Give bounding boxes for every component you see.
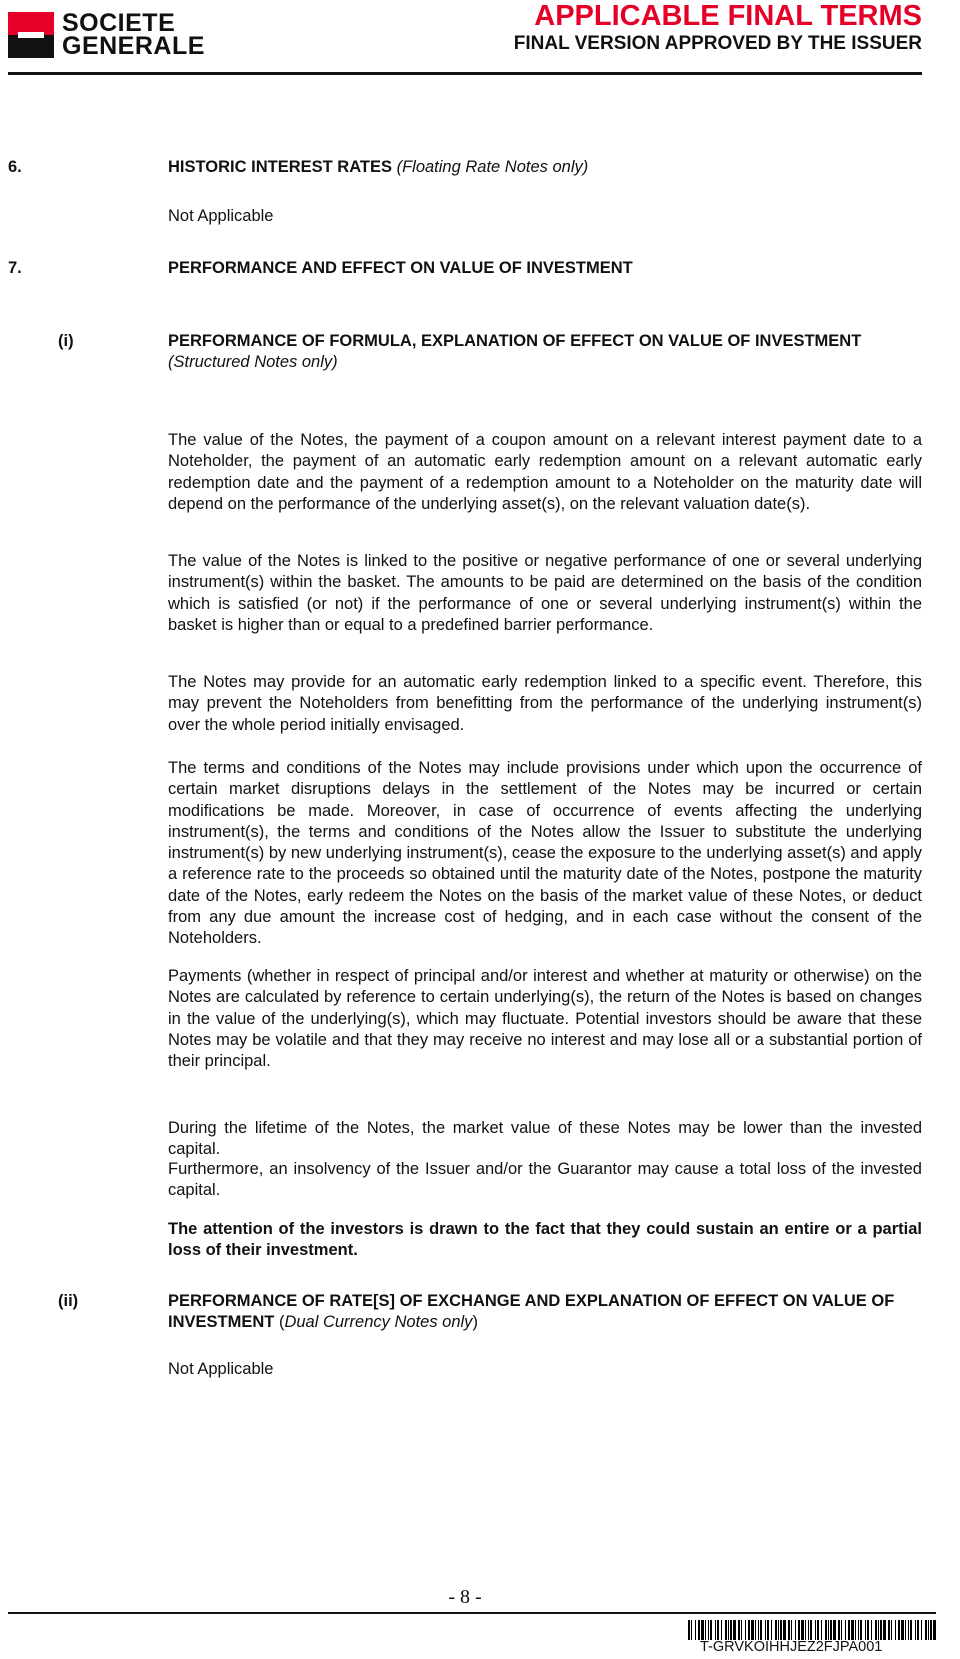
section-6-number: 6. (8, 158, 22, 176)
subsection-ii-paren-close: ) (472, 1313, 478, 1332)
section-7-heading: PERFORMANCE AND EFFECT ON VALUE OF INVESTMENT (168, 259, 633, 277)
logo-text-line2: GENERALE (62, 32, 205, 60)
logo-text-line1: SOCIETE (62, 9, 176, 37)
document-code: T-GRVKOIHHJEZ2FJPA001 (700, 1639, 883, 1655)
subsection-ii-heading-qualifier: Dual Currency Notes only (284, 1313, 473, 1332)
page-number: - 8 - (448, 1586, 482, 1608)
subsection-i-heading-qualifier: (Structured Notes only) (168, 353, 338, 372)
paragraph-attention-warning: The attention of the investors is drawn to the fact that they could sustain an entire or a partial loss of their investment. (168, 1220, 922, 1260)
societe-generale-logo (8, 9, 234, 60)
section-7-number: 7. (8, 259, 22, 277)
section-6-heading (168, 157, 922, 178)
paragraph-payments-risk: Payments (whether in respect of principal and/or interest and whether at maturity or otherwise) on the Notes are calculated by reference to certain underlying(s), the return of the Notes is based on changes in the value of the underlying(s), which may fluctuate. Potential investors should be aware that these Notes may be volatile and that they may receive no interest and may lose all or a substantial portion of their principal. (168, 967, 922, 1071)
subsection-ii-label: (ii) (58, 1292, 79, 1310)
subsection-i-heading-text: PERFORMANCE OF FORMULA, EXPLANATION OF EFFECT ON VALUE OF INVESTMENT (168, 332, 862, 350)
header-divider (8, 72, 922, 75)
subsection-i-heading (168, 331, 922, 374)
section-6-heading-qualifier: (Floating Rate Notes only) (396, 158, 589, 176)
paragraph-lifetime-value: During the lifetime of the Notes, the market value of these Notes may be lower than the invested capital. (168, 1119, 922, 1159)
logo-mark-icon (8, 12, 54, 58)
section-6-heading-text: HISTORIC INTEREST RATES (168, 158, 392, 176)
paragraph-basket-performance: The value of the Notes is linked to the positive or negative performance of one or several underlying instrument(s) within the basket. The amounts to be paid are determined on the basis of the condition which is satisfied (or not) if the performance of one or several underlying instrument(s) within the basket is higher than or equal to a predefined barrier performance. (168, 552, 922, 634)
subsection-i-label: (i) (58, 332, 74, 350)
document-title: APPLICABLE FINAL TERMS (534, 0, 922, 32)
subsection-ii-heading-text: PERFORMANCE OF RATE[S] OF EXCHANGE AND EXPLANATION OF EFFECT ON VALUE OF INVESTMENT (168, 1292, 895, 1332)
paragraph-insolvency: Furthermore, an insolvency of the Issuer and/or the Guarantor may cause a total loss of the invested capital. (168, 1160, 922, 1200)
barcode-icon (688, 1620, 938, 1640)
subsection-ii-value: Not Applicable (168, 1360, 274, 1378)
section-6-value: Not Applicable (168, 207, 274, 225)
subsection-ii-paren-open: ( (278, 1313, 285, 1332)
paragraph-market-disruptions: The terms and conditions of the Notes may include provisions under which upon the occurrence of certain market disruptions delays in the settlement of the Notes may be incurred or certain modifications be made. Moreover, in case of occurrence of events affecting the underlying instrument(s), the terms and conditions of the Notes allow the Issuer to substitute the underlying instrument(s) by new underlying instrument(s), cease the exposure to the underlying asset(s) and apply a reference rate to the proceeds so obtained until the maturity date of the Notes, postpone the maturity date of the Notes, early redeem the Notes on the basis of the market value of these Notes, or deduct from any due amount the increase cost of hedging, and in each case without the consent of the Noteholders. (168, 759, 922, 948)
document-subtitle: FINAL VERSION APPROVED BY THE ISSUER (513, 33, 922, 54)
paragraph-early-redemption: The Notes may provide for an automatic early redemption linked to a specific event. Therefore, this may prevent the Noteholders from benefitting from the performance of the underlying instrument(s) over the whole period initially envisaged. (168, 673, 922, 734)
subsection-ii-heading (168, 1291, 922, 1334)
footer-divider (8, 1612, 936, 1614)
paragraph-value-of-notes: The value of the Notes, the payment of a coupon amount on a relevant interest payment date to a Noteholder, the payment of an automatic early redemption amount on a relevant automatic early redemption date and the payment of a redemption amount to a Noteholder on the maturity date will depend on the performance of the underlying asset(s), on the relevant valuation date(s). (168, 431, 922, 513)
